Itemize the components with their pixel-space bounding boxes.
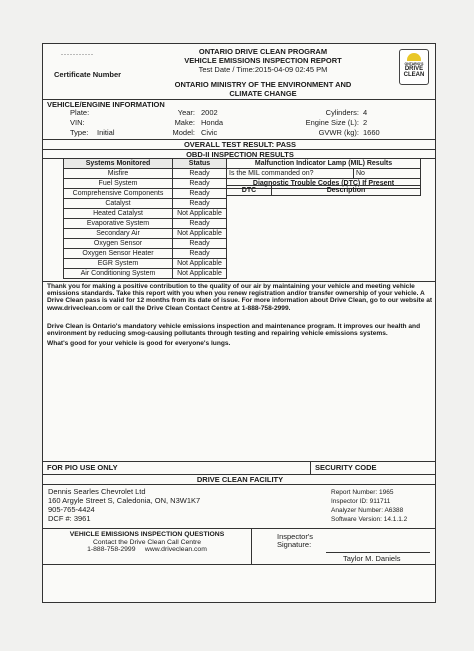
logo-top-text: ONTARIO'S [404,62,424,66]
security-code-label: SECURITY CODE [315,463,377,472]
analyzer-number: Analyzer Number: A6388 [331,507,404,514]
signature-line [326,552,430,553]
software-version: Software Version: 14.1.1.2 [331,516,408,523]
table-row [64,179,227,189]
questions-contact: 1-888-758-2999 www.driveclean.com [87,546,207,554]
system-name: Heated Catalyst [64,209,173,219]
table-row [64,249,227,259]
systems-header: Systems Monitored [64,159,173,169]
table-row [64,199,227,209]
inspector-id: Inspector ID: 911711 [331,498,391,505]
make-value: Honda [201,118,224,127]
system-name: EGR System [64,259,173,269]
make-label: Make: [174,118,195,127]
mil-question: Is the MIL commanded on? [227,169,354,179]
system-status: Ready [173,239,227,249]
report-number: Report Number: 1965 [331,489,394,496]
system-name: Secondary Air [64,229,173,239]
system-status: Not Applicable [173,259,227,269]
cylinders-label: Cylinders: [325,108,359,117]
model-label: Model: [172,128,195,137]
gvwr-value: 1660 [363,128,380,137]
system-name: Air Conditioning System [64,269,173,279]
table-row [64,269,227,279]
facility-address: 160 Argyle Street S, Caledonia, ON, N3W1K7 [48,496,201,505]
system-name: Fuel System [64,179,173,189]
dtc-title: Diagnostic Trouble Codes (DTC) If Present [227,179,421,189]
year-label: Year: [177,108,195,117]
questions-title: VEHICLE EMISSIONS INSPECTION QUESTIONS [69,531,225,538]
plate-label: Plate: [70,108,90,117]
sun-icon [407,53,421,61]
system-name: Misfire [64,169,173,179]
table-row [64,259,227,269]
certificate-number-label: Certificate Number [54,70,122,79]
table-row [64,229,227,239]
questions-box [43,531,251,554]
table-row [64,239,227,249]
model-value: Civic [201,128,218,137]
system-status: Ready [173,179,227,189]
logo-main-text: DRIVE CLEAN [403,66,425,78]
dtc-table [226,185,421,196]
drive-clean-logo [399,49,429,85]
pio-label: FOR PIO USE ONLY [47,463,118,472]
mil-answer: No [354,169,421,179]
gvwr-label: GVWR (kg): [318,128,359,137]
engine-size-value: 2 [363,118,368,127]
inspector-name: Taylor M. Daniels [343,554,401,563]
note-paragraph-2: Drive Clean is Ontario's mandatory vehicle emissions inspection and maintenance program. It improves our health and environment by reducing smog-causing pollutants through testing and repairing vehicle emissions systems. [47,323,421,338]
type-value: Initial [97,128,115,137]
system-status: Not Applicable [173,269,227,279]
inspection-report [42,43,436,603]
system-status: Ready [173,249,227,259]
system-status: Ready [173,199,227,209]
system-name: Oxygen Sensor Heater [64,249,173,259]
vehicle-section-title: VEHICLE/ENGINE INFORMATION [47,100,165,109]
dtc-column: DTC [227,186,272,196]
status-header: Status [173,159,227,169]
note-paragraph-3: What's good for your vehicle is good for everyone's lungs. [47,340,231,347]
type-label: Type: [70,128,89,137]
systems-table [63,158,227,279]
ministry-title: ONTARIO MINISTRY OF THE ENVIRONMENT AND CLIMATE CHANGE [174,80,352,98]
system-name: Comprehensive Components [64,189,173,199]
test-datetime: Test Date / Time:2015-04-09 02:45 PM [198,65,328,74]
facility-title: DRIVE CLEAN FACILITY [196,475,284,484]
report-titles [163,47,363,74]
facility-phone: 905-765-4424 [48,505,95,514]
engine-size-label: Engine Size (L): [305,118,359,127]
system-name: Catalyst [64,199,173,209]
certificate-number-value: ----------- [61,52,94,58]
cylinders-value: 4 [363,108,368,117]
vin-label: VIN: [70,118,85,127]
description-column: Description [272,186,421,196]
obd-title: OBD-II INSPECTION RESULTS [186,150,294,159]
table-row [64,219,227,229]
system-status: Ready [173,169,227,179]
facility-dcf: DCF #: 3961 [48,514,91,523]
system-status: Not Applicable [173,229,227,239]
inspector-signature-label: Inspector's Signature: [277,532,314,549]
table-row [64,189,227,199]
year-value: 2002 [201,108,218,117]
table-row [64,209,227,219]
note-paragraph-1: Thank you for making a positive contribution to the quality of our air by maintaining your vehicle and meeting vehicle emissions standards. Take this report with you when you renew registration and/or transfer ownership of your vehicle. A Drive Clean pass is valid for 12 months from its date of issue. For more information about Drive Clean, go to our website at www.driveclean.com or call the Drive Clean Contact Centre at 1-888-758-2999. [47,283,433,312]
system-status: Not Applicable [173,209,227,219]
report-title: VEHICLE EMISSIONS INSPECTION REPORT [184,56,342,65]
system-name: Oxygen Sensor [64,239,173,249]
system-status: Ready [173,189,227,199]
questions-subtitle: Contact the Drive Clean Call Centre [92,538,202,546]
table-row [64,169,227,179]
program-title: ONTARIO DRIVE CLEAN PROGRAM [198,47,328,56]
system-name: Evaporative System [64,219,173,229]
system-status: Ready [173,219,227,229]
facility-name: Dennis Searles Chevrolet Ltd [48,487,146,496]
mil-title: Malfunction Indicator Lamp (MIL) Results [227,159,421,169]
overall-result: OVERALL TEST RESULT: PASS [183,140,297,149]
